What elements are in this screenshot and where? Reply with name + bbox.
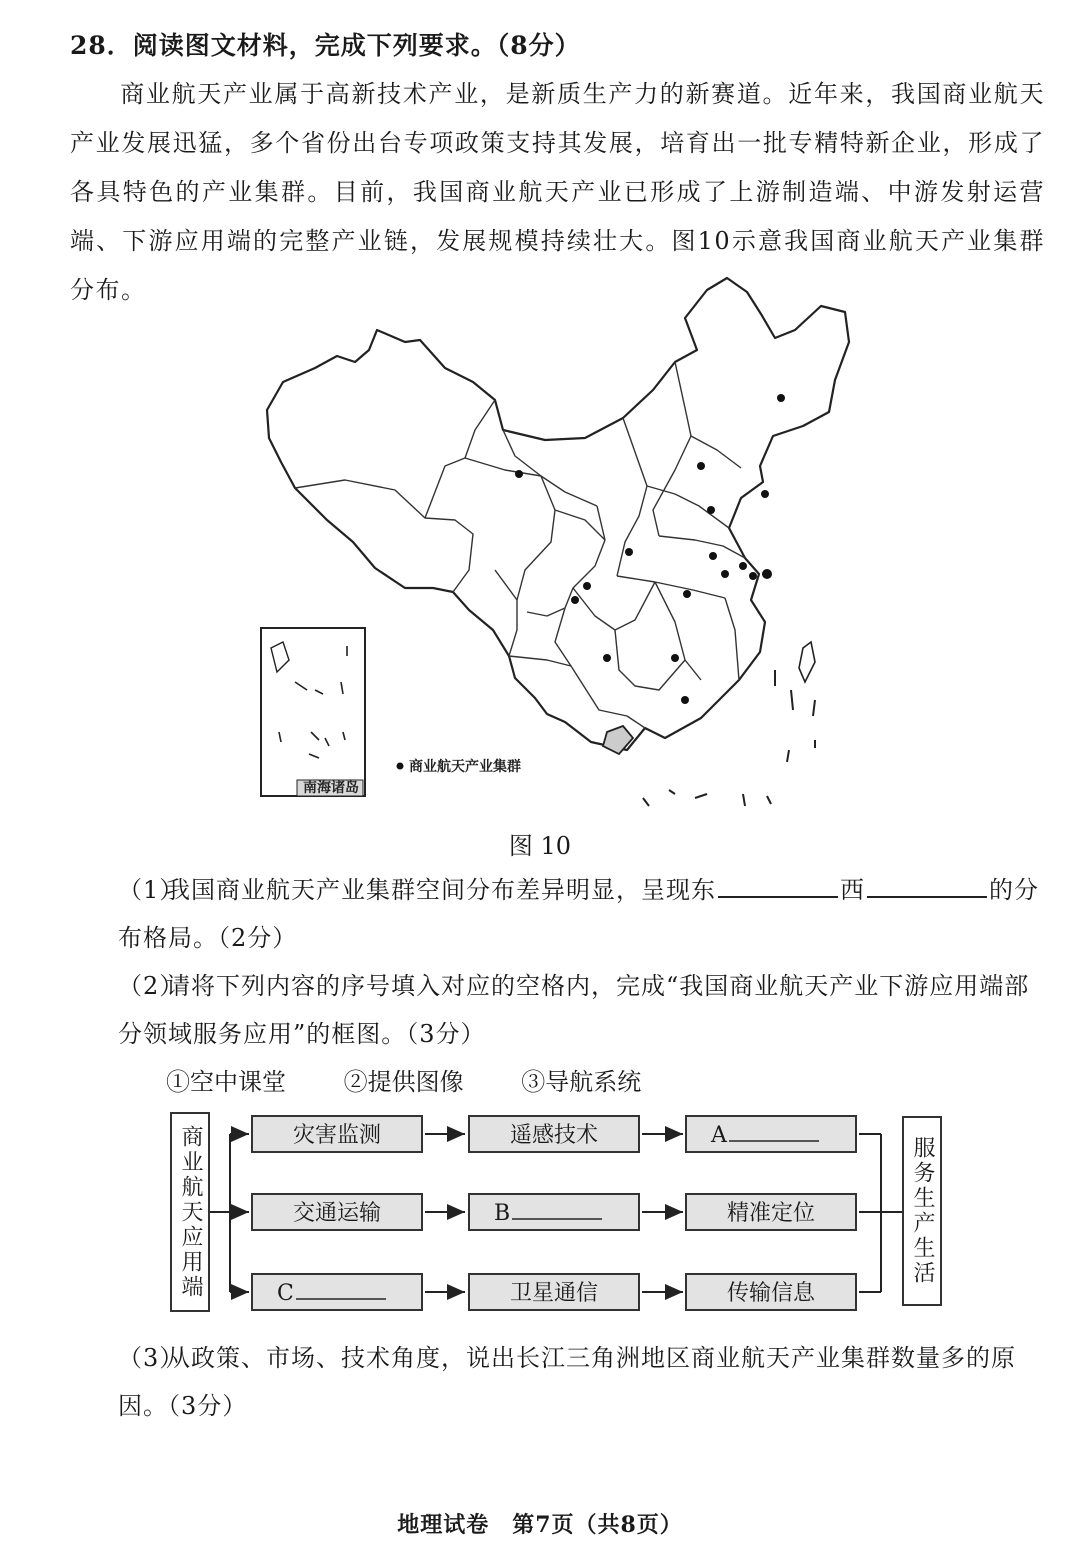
option-2: ②提供图像 [343,1068,464,1096]
figure-caption: 图 10 [508,832,572,860]
box-precise-positioning: 精准定位 [685,1193,857,1231]
q2-text: 请将下列内容的序号填入对应的空格内，完成“我国商业航天产业下游应用端部分领域服务应用”的框图。（3分） [118,972,1030,1048]
map-legend-label: 商业航天产业集群 [409,759,521,775]
q2-number: （2） [118,972,185,1000]
sub-question-2 [118,962,1053,1058]
blank-a-label: A [711,1123,727,1148]
box-blank-c[interactable] [251,1273,423,1311]
china-outline [267,278,849,750]
box-satellite-communication: 卫星通信 [468,1273,640,1311]
q3-text: 从政策、市场、技术角度，说出长江三角洲地区商业航天产业集群数量多的原因。（3分） [118,1344,1016,1420]
box-blank-a[interactable] [685,1115,857,1153]
blank-b-label: B [494,1201,511,1226]
box-disaster-monitoring: 灾害监测 [251,1115,423,1153]
page-footer: 地理试卷 第7页（共8页） [397,1512,683,1538]
paragraph-text: 商业航天产业属于高新技术产业，是新质生产力的新赛道。近年来，我国商业航天产业发展迅猛，多个省份出台专项政策支持其发展，培育出一批专精特新企业，形成了各具特色的产业集群。目前，我国商业航天产业已形成了上游制造端、中游发射运营端、下游应用端的完整产业链，发展规模持续壮大。图10示意我国商业航天产业集群分布。 [70,80,1045,304]
q1-text-post: 的分布格局。（2分） [118,876,1039,952]
blank-c-label: C [277,1281,294,1306]
sub-question-3 [118,1334,1053,1430]
q1-text-pre: 我国商业航天产业集群空间分布差异明显，呈现东 [166,876,716,904]
box-commercial-aerospace-application: 商业航天应用端 [170,1112,210,1312]
blank-a-line[interactable] [729,1126,819,1142]
options-list [166,1062,691,1097]
blank-c-line[interactable] [296,1284,386,1300]
box-information-transmission: 传输信息 [685,1273,857,1311]
province-borders [295,362,745,728]
option-3: ③导航系统 [521,1068,642,1096]
sub-question-1 [118,866,1053,962]
option-1: ①空中课堂 [166,1068,286,1096]
q1-number: （1） [118,876,185,904]
q1-blank-west[interactable] [867,876,987,898]
question-title: 28．阅读图文材料，完成下列要求。（8分） [70,31,581,60]
china-map [255,270,855,815]
flow-diagram [165,1100,945,1322]
south-sea-inset [261,628,365,796]
box-transportation: 交通运输 [251,1193,423,1231]
q3-number: （3） [118,1344,185,1372]
box-blank-b[interactable] [468,1193,640,1231]
q1-text-mid: 西 [840,876,865,904]
box-serve-production-life: 服务生产生活 [902,1116,942,1306]
blank-b-line[interactable] [512,1204,602,1220]
box-remote-sensing: 遥感技术 [468,1115,640,1153]
taiwan-island [799,642,815,682]
q1-blank-east[interactable] [718,876,838,898]
legend-marker [397,763,404,770]
china-map-figure [255,270,855,815]
inset-label: 南海诸岛 [303,780,359,796]
